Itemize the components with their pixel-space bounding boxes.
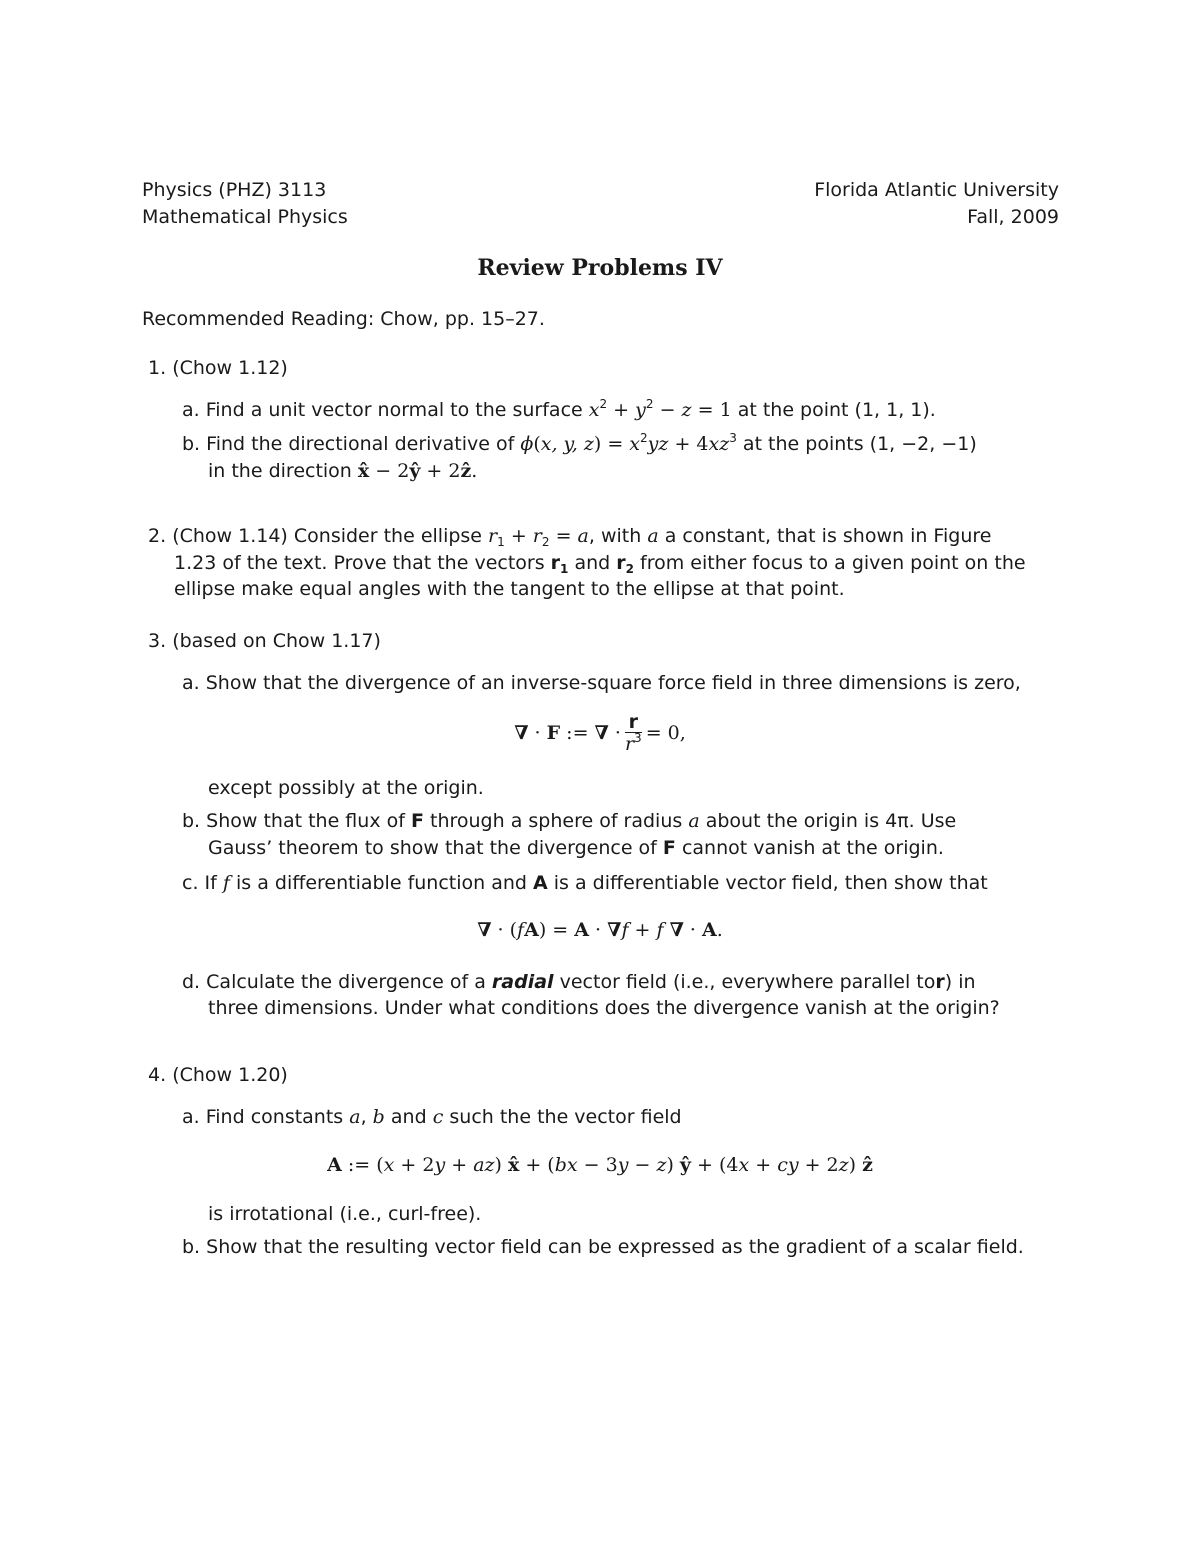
equation: ϕ(x, y, $z) = x^2yz + 4xz^3$ xyxy=(520,431,737,455)
problem-2-line-2 xyxy=(174,552,1026,574)
part-label: a. xyxy=(182,1106,200,1128)
problem-3a-cont: except possibly at the origin. xyxy=(208,777,484,799)
equation: $x^2 + y^2 - z = 1$ xyxy=(588,397,732,421)
part-text: vector field (i.e., everywhere parallel to xyxy=(559,971,936,993)
problem-text: , with xyxy=(588,525,642,547)
part-text: Calculate the divergence of a xyxy=(206,971,486,993)
problem-1a xyxy=(182,399,936,421)
problem-source: (Chow 1.14) xyxy=(172,525,288,547)
problem-2-line-1 xyxy=(148,525,991,547)
part-label: a. xyxy=(182,399,200,421)
vector-r1: $r_1$ xyxy=(550,552,569,576)
part-text: Show that the divergence of an inverse-square force field in three dimensions is zero, xyxy=(205,672,1021,694)
university-label: Florida Atlantic University xyxy=(814,179,1059,201)
part-text: Find a unit vector normal to the surface xyxy=(205,399,583,421)
problem-4-header xyxy=(148,1064,288,1086)
constant-c: c xyxy=(432,1106,444,1128)
part-label: b. xyxy=(182,1236,201,1258)
term-label: Fall, 2009 xyxy=(967,206,1059,228)
part-label: c. xyxy=(182,872,199,894)
part-label: d. xyxy=(182,971,201,993)
part-text: Find constants xyxy=(205,1106,344,1128)
vector-A: A xyxy=(533,872,548,894)
direction-vector: x̂ − 2ŷ + 2ẑ. xyxy=(357,460,478,482)
problem-4a: a. Find constants a, b and c such the the vector field xyxy=(182,1106,682,1128)
constant-a: a xyxy=(349,1106,361,1128)
symbol-f: f xyxy=(222,872,230,894)
problem-source: (based on Chow 1.17) xyxy=(172,630,381,652)
part-text: and xyxy=(390,1106,427,1128)
part-text: Show that the flux of xyxy=(206,810,405,832)
part-text: If xyxy=(204,872,217,894)
problem-3b-cont xyxy=(208,837,944,859)
vector-field-equation: A := (x + 2y + az) x̂ + (bx − 3y − z) ŷ + (4x + cy + 2z) ẑ xyxy=(327,1154,873,1176)
part-text: at the point (1, 1, 1). xyxy=(737,399,936,421)
problem-3d-cont: three dimensions. Under what conditions does the divergence vanish at the origin? xyxy=(208,997,1000,1019)
equation: $r_1 + r_2 = a$ xyxy=(488,525,589,549)
problem-text: and xyxy=(574,552,611,574)
vector-F: F xyxy=(662,837,676,859)
problem-1-header xyxy=(148,357,288,379)
part-text: through a sphere of radius xyxy=(430,810,683,832)
part-text: Find the directional derivative of xyxy=(206,433,515,455)
problem-text: Consider the ellipse xyxy=(293,525,482,547)
vector-r2: $r_2$ xyxy=(616,552,634,576)
part-text: such the the vector field xyxy=(449,1106,682,1128)
part-label: a. xyxy=(182,672,200,694)
problem-3d xyxy=(182,971,976,993)
problem-number: 2. xyxy=(148,525,167,547)
problem-1b-cont xyxy=(208,460,477,482)
problem-source: (Chow 1.12) xyxy=(172,357,288,379)
recommended-reading: Recommended Reading: Chow, pp. 15–27. xyxy=(142,308,545,330)
problem-text: a constant, that is shown in Figure xyxy=(664,525,992,547)
page-title: Review Problems IV xyxy=(477,255,723,281)
problem-3-header xyxy=(148,630,381,652)
problem-2-line-3: ellipse make equal angles with the tangent to the ellipse at that point. xyxy=(174,578,845,600)
part-text: in the direction xyxy=(208,460,352,482)
part-text: is a differentiable vector field, then show that xyxy=(553,872,988,894)
problem-text: from either focus to a given point on the xyxy=(640,552,1026,574)
part-text: cannot vanish at the origin. xyxy=(681,837,944,859)
problem-source: (Chow 1.20) xyxy=(172,1064,288,1086)
symbol-a: a xyxy=(688,810,700,832)
part-text: ) in xyxy=(944,971,976,993)
vector-F: F xyxy=(410,810,424,832)
divergence-equation: ∇ · F := ∇ · $\frac{r}{r^3}$ = 0, xyxy=(514,711,686,755)
problem-text: 1.23 of the text. Prove that the vectors xyxy=(174,552,545,574)
part-text: about the origin is 4π. Use xyxy=(705,810,957,832)
subject-label: Mathematical Physics xyxy=(142,206,348,228)
part-label: b. xyxy=(182,810,201,832)
part-text: Show that the resulting vector field can be expressed as the gradient of a scalar field. xyxy=(206,1236,1024,1258)
emphasis-radial: radial xyxy=(491,971,554,993)
problem-1b xyxy=(182,433,977,455)
part-text: at the points (1, −2, −1) xyxy=(742,433,977,455)
problem-4b xyxy=(182,1236,1024,1258)
vector-r: r xyxy=(935,971,945,993)
constant-b: b xyxy=(372,1106,385,1128)
part-text: Gauss’ theorem to show that the divergence of xyxy=(208,837,657,859)
course-label: Physics (PHZ) 3113 xyxy=(142,179,327,201)
product-rule-equation: ∇ · (fA) = A · ∇f + f ∇ · A. xyxy=(477,919,723,941)
problem-number: 4. xyxy=(148,1064,167,1086)
problem-number: 3. xyxy=(148,630,167,652)
part-label: b. xyxy=(182,433,201,455)
problem-4a-cont: is irrotational (i.e., curl-free). xyxy=(208,1203,482,1225)
symbol-a: a xyxy=(647,525,659,547)
problem-3a xyxy=(182,672,1021,694)
part-text: is a differentiable function and xyxy=(235,872,527,894)
problem-number: 1. xyxy=(148,357,167,379)
problem-3c xyxy=(182,872,988,894)
problem-3b xyxy=(182,810,956,832)
